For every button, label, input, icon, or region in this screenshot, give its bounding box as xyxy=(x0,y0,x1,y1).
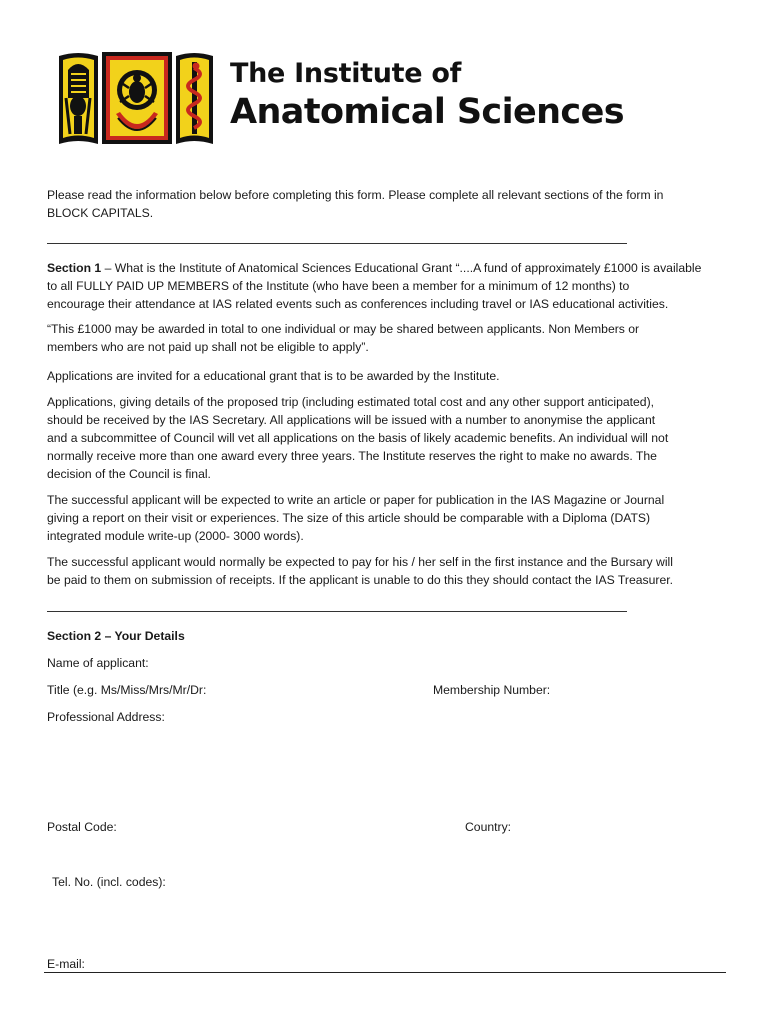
professional-address-label: Professional Address: xyxy=(47,710,165,724)
paragraph-line: The successful applicant would normally be expected to pay for his / her self in the first instance and the Bursary will xyxy=(47,555,673,569)
title-label: Title (e.g. Ms/Miss/Mrs/Mr/Dr: xyxy=(47,683,207,697)
divider xyxy=(47,243,627,244)
section1-paragraph3 xyxy=(47,367,747,385)
org-name-line2: Anatomical Sciences xyxy=(230,92,624,132)
name-of-applicant-label: Name of applicant: xyxy=(47,656,149,670)
section1-heading: Section 1 xyxy=(47,261,102,275)
membership-number-label: Membership Number: xyxy=(433,683,551,697)
paragraph-line: Applications are invited for a educational grant that is to be awarded by the Institute. xyxy=(47,369,500,383)
paragraph-line: The successful applicant will be expected to write an article or paper for publication in the IAS Magazine or Journal xyxy=(47,493,665,507)
paragraph-line: encourage their attendance at IAS related events such as conferences including travel or IAS educational activities. xyxy=(47,297,669,311)
paragraph-line: decision of the Council is final. xyxy=(47,467,211,481)
tel-number-label: Tel. No. (incl. codes): xyxy=(52,875,166,889)
email-underline xyxy=(44,972,726,973)
section1-paragraph5 xyxy=(47,491,747,545)
intro-line: Please read the information below before completing this form. Please complete all relevant sections of the form in xyxy=(47,188,664,202)
email-label: E-mail: xyxy=(47,957,85,971)
paragraph-line: should be received by the IAS Secretary. All applications will be issued with a number to anonymise the applicant xyxy=(47,413,656,427)
paragraph-line: “This £1000 may be awarded in total to one individual or may be shared between applicants. Non Members or xyxy=(47,322,640,336)
divider xyxy=(47,611,627,612)
paragraph-line: and a subcommittee of Council will vet all applications on the basis of likely academic benefits. An individual will not xyxy=(47,431,669,445)
paragraph-line: members who are not paid up shall not be eligible to apply”. xyxy=(47,340,369,354)
intro-text xyxy=(47,186,747,222)
ias-logo xyxy=(56,48,216,148)
section1-paragraph6 xyxy=(47,553,747,589)
section1-paragraph1 xyxy=(47,259,747,313)
paragraph-line: normally receive more than one award every three years. The Institute reserves the right to make no awards. The xyxy=(47,449,657,463)
paragraph-line: to all FULLY PAID UP MEMBERS of the Institute (who have been a member for a minimum of 12 months) to xyxy=(47,279,630,293)
section1-paragraph4 xyxy=(47,393,747,483)
section2-heading: Section 2 – Your Details xyxy=(47,629,185,643)
paragraph-line: Applications, giving details of the proposed trip (including estimated total cost and any other support anticipated), xyxy=(47,395,655,409)
postal-code-label: Postal Code: xyxy=(47,820,117,834)
section1-paragraph2 xyxy=(47,320,747,356)
intro-line: BLOCK CAPITALS. xyxy=(47,206,154,220)
paragraph-line: giving a report on their visit or experiences. The size of this article should be comparable with a Diploma (DATS) xyxy=(47,511,651,525)
org-name-line1: The Institute of xyxy=(230,58,462,89)
paragraph-line: integrated module write-up (2000- 3000 words). xyxy=(47,529,304,543)
paragraph-line: – What is the Institute of Anatomical Sciences Educational Grant “....A fund of approximately £1000 is available xyxy=(101,261,702,275)
paragraph-line: be paid to them on submission of receipts. If the applicant is unable to do this they should contact the IAS Treasurer. xyxy=(47,573,673,587)
country-label: Country: xyxy=(465,820,512,834)
